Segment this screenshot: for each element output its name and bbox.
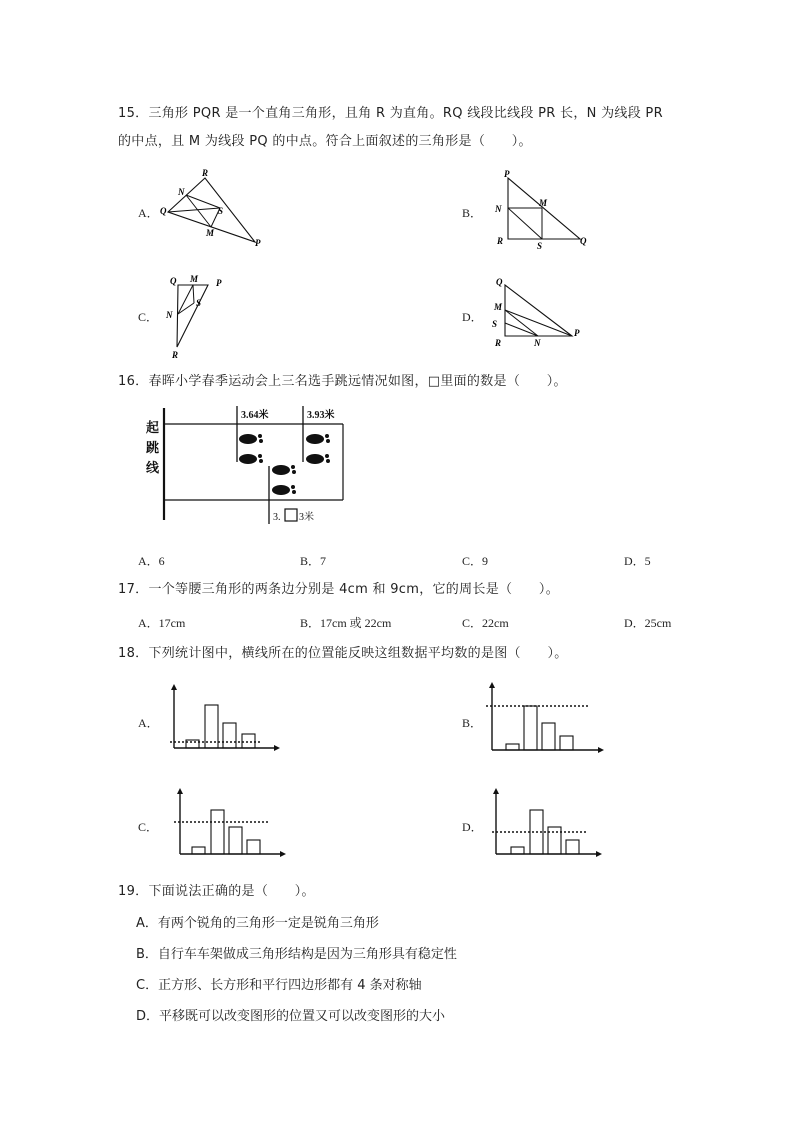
q15d-label-p: P	[574, 328, 580, 338]
q16-start-line-label	[145, 420, 162, 475]
q15c-label-r: R	[172, 350, 179, 360]
q15b-label-q: Q	[580, 236, 587, 246]
q17-option-a: A．17cm	[138, 616, 186, 630]
x-axis-arrow-icon	[596, 851, 602, 857]
q18-option-c-label: C．	[138, 820, 159, 834]
chart-bar	[566, 840, 579, 854]
q15-option-b-label: B．	[462, 206, 483, 220]
chart-bar	[506, 744, 519, 750]
q15a-label-r: R	[202, 168, 209, 178]
chart-bar	[192, 847, 205, 854]
chart-bar	[548, 827, 561, 854]
q15-option-a-label: A．	[138, 206, 159, 220]
q15b-label-r: R	[497, 236, 504, 246]
chart-bar	[223, 723, 236, 748]
y-axis-arrow-icon	[177, 788, 183, 794]
q15c-label-n: N	[166, 310, 173, 320]
chart-bar	[242, 734, 255, 748]
q15b-label-m: M	[539, 198, 548, 208]
q15d-label-r: R	[495, 338, 502, 348]
q19-option-c: C．正方形、长方形和平行四边形都有 4 条对称轴	[136, 978, 422, 993]
q15d-label-s: S	[492, 319, 498, 329]
q17-option-b: B．17cm 或 22cm	[300, 616, 392, 630]
y-axis-arrow-icon	[489, 682, 495, 688]
start-line-char: 起	[146, 420, 160, 435]
q15a-label-p: P	[255, 238, 261, 248]
q15c-label-s: S	[196, 298, 202, 308]
q15-figure-c	[164, 272, 234, 362]
q18-chart-c	[166, 786, 291, 861]
q19-option-a: A．有两个锐角的三角形一定是锐角三角形	[136, 916, 379, 931]
q16-long-jump-figure	[140, 402, 360, 532]
q15c-label-m: M	[190, 274, 199, 284]
q15c-label-q: Q	[170, 276, 177, 286]
q15-figure-b	[492, 168, 597, 252]
chart-bar	[229, 827, 242, 854]
q19-option-d: D．平移既可以改变图形的位置又可以改变图形的大小	[136, 1009, 446, 1024]
q15d-label-q: Q	[496, 277, 503, 287]
q15-option-d-label: D．	[462, 310, 483, 324]
q15a-label-s: S	[218, 206, 224, 216]
q15c-label-p: P	[216, 278, 222, 288]
q15a-label-q: Q	[160, 206, 167, 216]
question-18-text: 18．下列统计图中，横线所在的位置能反映这组数据平均数的是图（ ）。	[118, 646, 568, 661]
footprint-icon	[306, 434, 330, 464]
y-axis-arrow-icon	[171, 684, 177, 690]
chart-bar	[524, 706, 537, 750]
q15b-label-n: N	[495, 204, 502, 214]
q19-option-b: B．自行车车架做成三角形结构是因为三角形具有稳定性	[136, 947, 457, 962]
question-15-text: 15．三角形 PQR 是一个直角三角形，且角 R 为直角。RQ 线段比线段 PR 长，N 为线段 PR 的中点，且 M 为线段 PQ 的中点。符合上面叙述的三角形是（ ）。	[118, 106, 663, 149]
chart-bar	[560, 736, 573, 750]
x-axis-arrow-icon	[274, 745, 280, 751]
q15b-label-p: P	[504, 169, 510, 179]
q16-blank-box	[285, 509, 297, 521]
question-17-text: 17．一个等腰三角形的两条边分别是 4cm 和 9cm，它的周长是（ ）。	[118, 582, 560, 597]
footprint-icon	[239, 434, 263, 464]
q18-option-d-label: D．	[462, 820, 483, 834]
question-19-text: 19．下面说法正确的是（ ）。	[118, 884, 315, 899]
q15b-label-s: S	[537, 241, 543, 251]
x-axis-arrow-icon	[280, 851, 286, 857]
q15-figure-a	[160, 168, 270, 248]
q18-chart-d	[484, 786, 609, 861]
q16-option-c: C．9	[462, 554, 489, 568]
footprint-icon	[272, 465, 296, 495]
q18-option-a-label: A．	[138, 716, 159, 730]
q18-chart-b	[480, 680, 610, 755]
q17-option-c: C．22cm	[462, 616, 509, 630]
q16-mark-3-prefix: 3.	[273, 512, 281, 523]
q16-mark-3-suffix: 3米	[299, 512, 314, 523]
question-16-text: 16．春晖小学春季运动会上三名选手跳远情况如图，□里面的数是（ ）。	[118, 374, 567, 389]
chart-bar	[186, 740, 199, 748]
q16-mark-2: 3.93米	[307, 410, 335, 421]
chart-bar	[247, 840, 260, 854]
start-line-char: 跳	[146, 440, 160, 455]
q16-option-d: D．5	[624, 554, 651, 568]
start-line-char: 线	[146, 460, 160, 475]
q15-figure-d	[490, 272, 590, 352]
x-axis-arrow-icon	[598, 747, 604, 753]
q15d-label-n: N	[534, 338, 541, 348]
chart-bar	[211, 810, 224, 854]
q16-mark-1: 3.64米	[241, 410, 269, 421]
q17-option-d: D．25cm	[624, 616, 672, 630]
y-axis-arrow-icon	[493, 788, 499, 794]
q16-option-a: A．6	[138, 554, 165, 568]
q15-option-c-label: C．	[138, 310, 159, 324]
q15a-label-m: M	[206, 228, 215, 238]
q18-chart-a	[162, 682, 287, 757]
chart-bar	[542, 723, 555, 750]
q15a-label-n: N	[178, 187, 185, 197]
q18-option-b-label: B．	[462, 716, 483, 730]
chart-bar	[511, 847, 524, 854]
q16-option-b: B．7	[300, 554, 327, 568]
q15d-label-m: M	[494, 302, 503, 312]
